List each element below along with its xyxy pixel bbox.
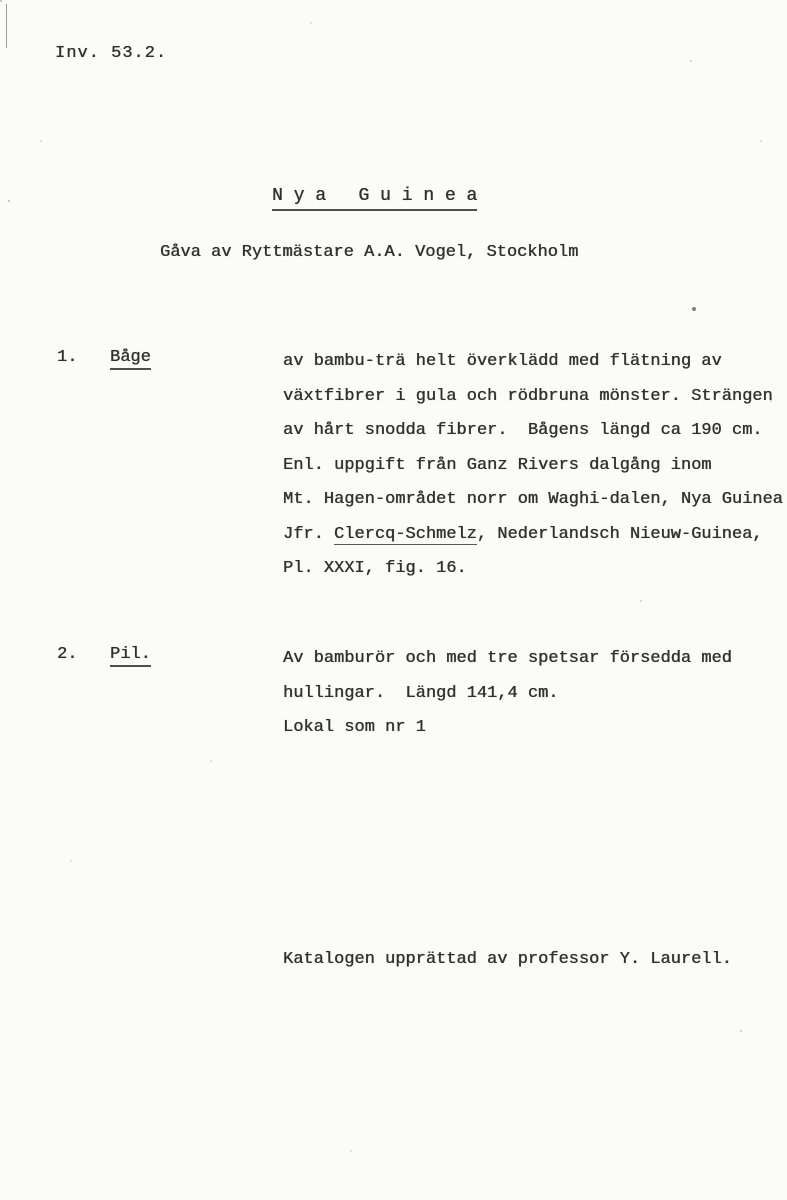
catalog-author-note: Katalogen upprättad av professor Y. Laurell. <box>283 950 732 969</box>
citation-prefix: Jfr. <box>283 524 335 544</box>
entry-1-name <box>110 348 151 367</box>
entry-2-number: 2. <box>57 645 78 664</box>
entry-2-description <box>283 642 732 746</box>
citation-suffix: , Nederlandsch Nieuw-Guinea, <box>476 524 763 544</box>
page-title: N y a G u i n e a <box>272 186 477 211</box>
description-line: växtfibrer i gula och rödbruna mönster. Strängen <box>283 386 773 406</box>
description-line: Lokal som nr 1 <box>283 718 426 737</box>
entry-2-name-label: Pil. <box>110 645 151 667</box>
inventory-number: Inv. 53.2. <box>55 44 168 63</box>
citation-reference-line-2: Pl. XXXI, fig. 16. <box>283 559 467 578</box>
entry-2-name <box>110 645 151 664</box>
donation-line: Gåva av Ryttmästare A.A. Vogel, Stockholm <box>160 243 579 262</box>
description-line: Enl. uppgift från Ganz Rivers dalgång inom <box>283 455 712 475</box>
description-line: hullingar. Längd 141,4 cm. <box>283 683 559 703</box>
entry-1-name-label: Båge <box>110 348 151 370</box>
entry-1-description <box>283 345 783 587</box>
description-line: Av bamburör och med tre spetsar försedda med <box>283 649 732 668</box>
scan-artifact <box>6 4 7 48</box>
description-line: av hårt snodda fibrer. Bågens längd ca 190 cm. <box>283 421 763 440</box>
entry-1-number: 1. <box>57 348 78 367</box>
citation-authors: Clercq-Schmelz <box>334 524 477 544</box>
description-line: Mt. Hagen-området norr om Waghi-dalen, Nya Guinea <box>283 490 783 509</box>
description-line: av bambu-trä helt överklädd med flätning av <box>283 352 722 371</box>
citation-reference <box>283 518 783 553</box>
